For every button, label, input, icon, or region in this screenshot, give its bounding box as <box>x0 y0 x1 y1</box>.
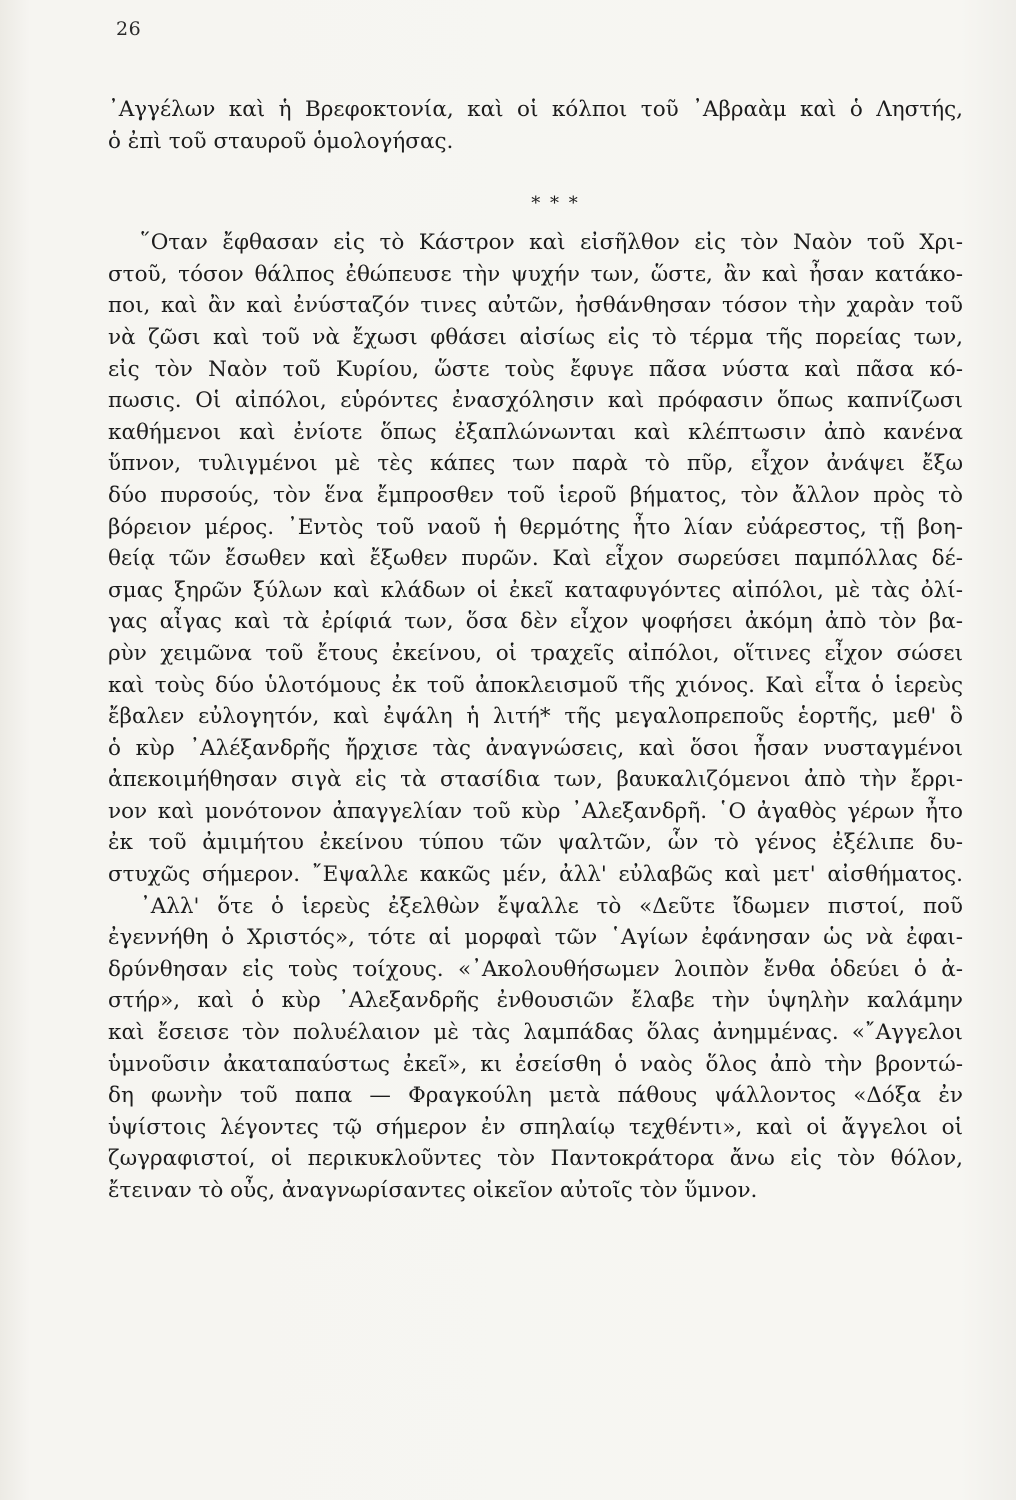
text-line: καὶ τοὺς δύο ὑλοτόμους ἐκ τοῦ ἀποκλεισμοῦ τῆς χιόνος. Καὶ εἶτα ὁ ἱερεὺς <box>108 672 963 698</box>
text-line: ἐκ τοῦ ἀμιμήτου ἐκείνου τύπου τῶν ψαλτῶν, ὧν τὸ γένος ἐξέλιπε δυ- <box>108 830 963 856</box>
text-line: δύο πυρσούς, τὸν ἕνα ἔμπροσθεν τοῦ ἱεροῦ βήματος, τὸν ἄλλον πρὸς τὸ <box>108 482 963 508</box>
text-line: βόρειον μέρος. ᾿Εντὸς τοῦ ναοῦ ἡ θερμότης ἦτο λίαν εὐάρεστος, τῇ βοη- <box>108 514 963 540</box>
text-line: δη φωνὴν τοῦ παπα — Φραγκούλη μετὰ πάθους ψάλλοντος «Δόξα ἐν <box>108 1083 963 1109</box>
section-separator: * * * <box>531 193 580 215</box>
paragraph-3 <box>108 891 963 1207</box>
page-number: 26 <box>116 18 142 40</box>
text-line: εἰς τὸν Ναὸν τοῦ Κυρίου, ὥστε τοὺς ἔφυγε πᾶσα νύστα καὶ πᾶσα κό- <box>108 356 963 382</box>
text-line: στυχῶς σήμερον. ῎Εψαλλε κακῶς μέν, ἀλλ' εὐλαβῶς καὶ μετ' αἰσθήματος. <box>108 862 963 888</box>
text-line: ὑψίστοις λέγοντες τῷ σήμερον ἐν σπηλαίῳ τεχθέντι», καὶ οἱ ἄγγελοι οἱ <box>108 1114 963 1140</box>
text-line: ὕπνον, τυλιγμένοι μὲ τὲς κάπες των παρὰ τὸ πῦρ, εἶχον ἀνάψει ἔξω <box>108 451 963 477</box>
text-line: στήρ», καὶ ὁ κὺρ ᾿Αλεξανδρῆς ἐνθουσιῶν ἔλαβε τὴν ὑψηλὴν καλάμην <box>108 988 963 1014</box>
text-line: ἐγεννήθη ὁ Χριστός», τότε αἱ μορφαὶ τῶν ῾Αγίων ἐφάνησαν ὡς νὰ ἐφαι- <box>108 925 963 951</box>
text-line: ᾿Αλλ' ὅτε ὁ ἱερεὺς ἐξελθὼν ἔψαλλε τὸ «Δεῦτε ἴδωμεν πιστοί, ποῦ <box>140 893 963 919</box>
text-line: νὰ ζῶσι καὶ τοῦ νὰ ἔχωσι φθάσει αἰσίως εἰς τὸ τέρμα τῆς πορείας των, <box>108 324 963 350</box>
paragraph-1 <box>108 94 963 157</box>
text-line: πωσις. Οἱ αἰπόλοι, εὑρόντες ἐνασχόλησιν καὶ πρόφασιν ὅπως καπνίζωσι <box>108 388 963 414</box>
text-line: δρύνθησαν εἰς τοὺς τοίχους. «᾿Ακολουθήσωμεν λοιπὸν ἔνθα ὁδεύει ὁ ἀ- <box>108 956 963 982</box>
text-line: ὁ κὺρ ᾿Αλέξανδρῆς ἤρχισε τὰς ἀναγνώσεις, καὶ ὅσοι ἦσαν νυσταγμένοι <box>108 735 963 761</box>
text-line: ἔτειναν τὸ οὖς, ἀναγνωρίσαντες οἰκεῖον αὐτοῖς τὸν ὕμνον. <box>108 1178 758 1203</box>
text-line: στοῦ, τόσον θάλπος ἐθώπευσε τὴν ψυχήν των, ὥστε, ἂν καὶ ἦσαν κατάκο- <box>108 261 963 287</box>
text-line: ἔβαλεν εὐλογητόν, καὶ ἐψάλη ἡ λιτή* τῆς μεγαλοπρεποῦς ἑορτῆς, μεθ' ὃ <box>108 704 963 730</box>
body-text <box>108 94 963 1207</box>
text-line: ἀπεκοιμήθησαν σιγὰ εἰς τὰ στασίδια των, βαυκαλιζόμενοι ἀπὸ τὴν ἔρρι- <box>108 767 963 793</box>
text-line: ποι, καὶ ἂν καὶ ἐνύσταζόν τινες αὐτῶν, ἠσθάνθησαν τόσον τὴν χαρὰν τοῦ <box>108 293 963 319</box>
text-line: ὁ ἐπὶ τοῦ σταυροῦ ὁμολογήσας. <box>108 128 454 154</box>
text-line: ρὺν χειμῶνα τοῦ ἔτους ἐκείνου, οἱ τραχεῖς αἰπόλοι, οἵτινες εἶχον σώσει <box>108 640 963 666</box>
text-line: θείᾳ τῶν ἔσωθεν καὶ ἔξωθεν πυρῶν. Καὶ εἶχον σωρεύσει παμπόλλας δέ- <box>108 546 963 572</box>
text-line: καὶ ἔσεισε τὸν πολυέλαιον μὲ τὰς λαμπάδας ὅλας ἀνημμένας. «῎Αγγελοι <box>108 1020 963 1046</box>
text-line: γας αἶγας καὶ τὰ ἐρίφιά των, ὅσα δὲν εἶχον ψοφήσει ἀκόμη ἀπὸ τὸν βα- <box>108 609 963 635</box>
text-line: ὑμνοῦσιν ἀκαταπαύστως ἐκεῖ», κι ἐσείσθη ὁ ναὸς ὅλος ἀπὸ τὴν βροντώ- <box>108 1051 963 1077</box>
text-line: ζωγραφιστοί, οἱ περικυκλοῦντες τὸν Παντοκράτορα ἄνω εἰς τὸν θόλον, <box>108 1146 963 1172</box>
text-line: καθήμενοι καὶ ἐνίοτε ὅπως ἐξαπλώνωνται καὶ κλέπτωσιν ἀπὸ κανένα <box>108 419 963 445</box>
text-line: ᾿Αγγέλων καὶ ἡ Βρεφοκτονία, καὶ οἱ κόλποι τοῦ ᾿Αβραὰμ καὶ ὁ Ληστής, <box>108 97 963 122</box>
paragraph-2 <box>108 227 963 890</box>
text-line: σμας ξηρῶν ξύλων καὶ κλάδων οἱ ἐκεῖ καταφυγόντες αἰπόλοι, μὲ τὰς ὀλί- <box>108 577 963 603</box>
text-line: ῞Οταν ἔφθασαν εἰς τὸ Κάστρον καὶ εἰσῆλθον εἰς τὸν Ναὸν τοῦ Χρι- <box>140 230 963 256</box>
text-line: νον καὶ μονότονον ἀπαγγελίαν τοῦ κὺρ ᾿Αλεξανδρῆ. ῾Ο ἀγαθὸς γέρων ἦτο <box>108 798 963 824</box>
